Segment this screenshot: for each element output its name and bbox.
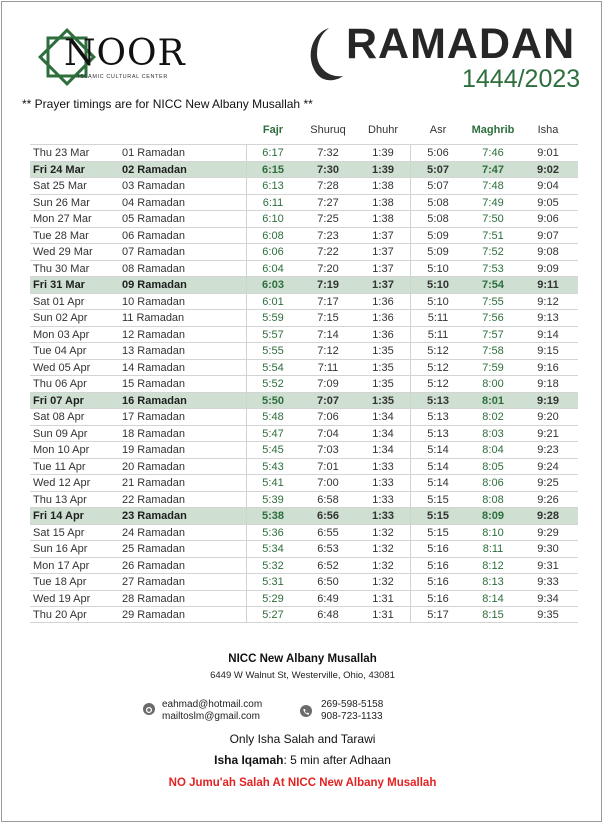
cell-fajr: 5:36: [262, 526, 284, 539]
cell-fajr: 5:47: [262, 427, 284, 440]
cell-shuruq: 7:30: [316, 163, 340, 176]
cell-shuruq: 7:09: [317, 378, 339, 390]
iqamah-note: [0, 753, 605, 767]
cell-date: Thu 13 Apr: [33, 493, 87, 506]
cell-dhuhr: 1:31: [372, 592, 394, 605]
cell-ramadan: 19 Ramadan: [122, 444, 185, 456]
cell-maghrib: 8:11: [482, 543, 504, 555]
cell-maghrib: 7:56: [482, 312, 504, 324]
cell-isha: 9:05: [537, 196, 559, 209]
cell-isha: 9:06: [537, 213, 559, 225]
cell-dhuhr: 1:37: [372, 262, 394, 275]
cell-date: Sun 02 Apr: [33, 312, 88, 324]
cell-shuruq: 6:53: [317, 543, 339, 555]
cell-date: Thu 30 Mar: [33, 262, 90, 275]
cell-shuruq: 7:11: [317, 361, 339, 374]
cell-maghrib: 7:51: [482, 229, 504, 242]
table-row: [30, 243, 578, 260]
table-row: [30, 458, 578, 475]
cell-asr: 5:16: [427, 543, 449, 555]
cell-isha: 9:01: [537, 147, 559, 159]
cell-isha: 9:16: [537, 361, 559, 374]
cell-asr: 5:07: [427, 180, 449, 192]
cell-shuruq: 7:06: [317, 411, 339, 423]
cell-ramadan: 17 Ramadan: [122, 411, 185, 423]
cell-date: Fri 24 Mar: [33, 163, 85, 176]
year-label: 1444/2023: [462, 65, 581, 93]
cell-date: Sat 08 Apr: [33, 411, 85, 423]
cell-shuruq: 6:48: [317, 609, 339, 621]
cell-isha: 9:08: [537, 246, 559, 258]
table-row: [30, 606, 578, 623]
cell-dhuhr: 1:33: [372, 493, 394, 506]
table-row: [30, 210, 578, 227]
cell-fajr: 5:43: [262, 460, 284, 473]
cell-date: Sat 25 Mar: [33, 180, 87, 192]
iqamah-label: Isha Iqamah: [214, 753, 284, 767]
cell-maghrib: 8:01: [481, 394, 505, 407]
cell-asr: 5:13: [427, 427, 449, 440]
cell-isha: 9:12: [537, 295, 559, 308]
cell-fajr: 6:08: [262, 229, 284, 242]
cell-maghrib: 8:08: [482, 493, 504, 506]
cell-asr: 5:16: [427, 576, 449, 588]
cell-date: Tue 11 Apr: [33, 460, 86, 473]
column-header-shuruq: Shuruq: [310, 124, 346, 136]
cell-shuruq: 7:22: [317, 246, 339, 258]
cell-fajr: 6:11: [262, 196, 284, 209]
cell-fajr: 6:17: [262, 147, 284, 159]
cell-dhuhr: 1:35: [372, 345, 394, 357]
cell-isha: 9:21: [537, 427, 559, 440]
table-row: [30, 293, 578, 310]
cell-dhuhr: 1:35: [372, 361, 394, 374]
cell-date: Fri 14 Apr: [33, 510, 84, 522]
cell-fajr: 5:29: [262, 592, 284, 605]
service-note: Only Isha Salah and Tarawi: [229, 732, 376, 746]
cell-asr: 5:13: [426, 394, 450, 407]
column-divider: [246, 144, 247, 623]
cell-asr: 5:10: [427, 262, 449, 275]
cell-date: Tue 28 Mar: [33, 229, 89, 242]
table-row: [30, 177, 578, 194]
cell-ramadan: 25 Ramadan: [122, 543, 185, 555]
cell-ramadan: 01 Ramadan: [122, 147, 185, 159]
cell-ramadan: 10 Ramadan: [122, 295, 185, 308]
cell-date: Thu 23 Mar: [33, 147, 90, 159]
cell-fajr: 6:10: [262, 213, 284, 225]
cell-fajr: 6:13: [262, 180, 284, 192]
cell-asr: 5:16: [427, 592, 449, 605]
at-icon: [143, 703, 155, 715]
cell-fajr: 5:34: [262, 543, 284, 555]
cell-dhuhr: 1:33: [372, 477, 394, 489]
cell-maghrib: 8:13: [482, 576, 504, 588]
table-row: [30, 144, 578, 161]
cell-maghrib: 8:14: [482, 592, 504, 605]
cell-ramadan: 22 Ramadan: [122, 493, 185, 506]
cell-isha: 9:07: [537, 229, 559, 242]
cell-dhuhr: 1:35: [372, 378, 394, 390]
cell-maghrib: 7:46: [482, 147, 504, 159]
contact-email[interactable]: mailtoslm@gmail.com: [162, 711, 260, 722]
logo-word: NOOR: [64, 33, 186, 74]
table-header: [30, 120, 578, 144]
column-divider: [410, 144, 411, 623]
cell-dhuhr: 1:32: [372, 526, 394, 539]
table-row: [30, 194, 578, 211]
cell-shuruq: 6:56: [316, 510, 340, 522]
phone-icon: [300, 705, 312, 717]
cell-ramadan: 04 Ramadan: [122, 196, 185, 209]
cell-isha: 9:35: [537, 609, 559, 621]
cell-date: Tue 18 Apr: [33, 576, 87, 588]
cell-date: Wed 19 Apr: [33, 592, 91, 605]
cell-dhuhr: 1:38: [372, 180, 394, 192]
contact-email[interactable]: eahmad@hotmail.com: [162, 699, 263, 710]
table-row: [30, 392, 578, 409]
cell-fajr: 5:48: [262, 411, 284, 423]
table-row: [30, 590, 578, 607]
cell-maghrib: 8:02: [482, 411, 504, 423]
cell-isha: 9:09: [537, 262, 559, 275]
cell-dhuhr: 1:33: [371, 510, 395, 522]
cell-maghrib: 8:06: [482, 477, 504, 489]
cell-dhuhr: 1:34: [372, 411, 394, 423]
cell-fajr: 6:15: [261, 163, 285, 176]
column-header-asr: Asr: [429, 124, 447, 136]
cell-dhuhr: 1:36: [372, 328, 394, 341]
table-row: [30, 540, 578, 557]
cell-dhuhr: 1:32: [372, 543, 394, 555]
cell-fajr: 5:31: [262, 576, 284, 588]
cell-asr: 5:15: [427, 526, 449, 539]
cell-asr: 5:09: [427, 229, 449, 242]
cell-shuruq: 7:01: [317, 460, 339, 473]
cell-asr: 5:09: [427, 246, 449, 258]
cell-dhuhr: 1:36: [372, 295, 394, 308]
organization-name: NICC New Albany Musallah: [228, 653, 377, 665]
cell-dhuhr: 1:39: [372, 147, 394, 159]
cell-date: Mon 10 Apr: [33, 444, 90, 456]
cell-ramadan: 24 Ramadan: [122, 526, 185, 539]
cell-ramadan: 15 Ramadan: [122, 378, 185, 390]
no-jumuah-warning: NO Jumu'ah Salah At NICC New Albany Musallah: [168, 777, 437, 789]
cell-maghrib: 7:59: [482, 361, 504, 374]
cell-ramadan: 09 Ramadan: [122, 279, 187, 291]
cell-ramadan: 02 Ramadan: [122, 163, 187, 176]
cell-date: Mon 27 Mar: [33, 213, 92, 225]
cell-isha: 9:25: [537, 477, 559, 489]
table-row: [30, 342, 578, 359]
cell-ramadan: 08 Ramadan: [122, 262, 185, 275]
column-header-dhuhr: Dhuhr: [368, 124, 398, 136]
table-row: [30, 557, 578, 574]
cell-maghrib: 7:50: [482, 213, 504, 225]
cell-dhuhr: 1:34: [372, 427, 394, 440]
cell-ramadan: 26 Ramadan: [122, 559, 185, 572]
cell-maghrib: 8:00: [482, 378, 504, 390]
cell-maghrib: 7:55: [482, 295, 504, 308]
cell-date: Thu 20 Apr: [33, 609, 87, 621]
cell-shuruq: 7:00: [317, 477, 339, 489]
cell-ramadan: 13 Ramadan: [122, 345, 185, 357]
cell-maghrib: 7:57: [482, 328, 504, 341]
cell-dhuhr: 1:32: [372, 559, 394, 572]
table-row: [30, 441, 578, 458]
cell-maghrib: 8:05: [482, 460, 504, 473]
cell-ramadan: 12 Ramadan: [122, 328, 185, 341]
cell-date: Wed 05 Apr: [33, 361, 91, 374]
cell-fajr: 5:55: [262, 345, 284, 357]
cell-shuruq: 6:55: [317, 526, 339, 539]
cell-shuruq: 6:49: [317, 592, 339, 605]
cell-fajr: 5:54: [262, 361, 284, 374]
cell-dhuhr: 1:34: [372, 444, 394, 456]
cell-dhuhr: 1:33: [372, 460, 394, 473]
cell-maghrib: 8:03: [482, 427, 504, 440]
cell-asr: 5:11: [427, 328, 449, 341]
table-row: [30, 326, 578, 343]
cell-asr: 5:08: [427, 196, 449, 209]
cell-maghrib: 8:15: [482, 609, 504, 621]
cell-fajr: 5:39: [262, 493, 284, 506]
cell-date: Wed 12 Apr: [33, 477, 91, 489]
cell-dhuhr: 1:38: [372, 213, 394, 225]
cell-fajr: 5:59: [262, 312, 284, 324]
cell-shuruq: 7:27: [317, 196, 339, 209]
cell-date: Sat 15 Apr: [33, 526, 85, 539]
cell-ramadan: 27 Ramadan: [122, 576, 185, 588]
cell-asr: 5:16: [427, 559, 449, 572]
table-row: [30, 573, 578, 590]
cell-fajr: 5:41: [262, 477, 284, 489]
cell-maghrib: 8:09: [481, 510, 505, 522]
column-header-fajr: Fajr: [262, 124, 284, 136]
cell-asr: 5:12: [427, 378, 449, 390]
organization-address: 6449 W Walnut St, Westerville, Ohio, 43081: [210, 670, 395, 681]
cell-asr: 5:15: [427, 493, 449, 506]
cell-isha: 9:30: [537, 543, 559, 555]
cell-isha: 9:18: [537, 378, 559, 390]
table-row: [30, 227, 578, 244]
cell-maghrib: 7:52: [482, 246, 504, 258]
table-row: [30, 161, 578, 178]
page-title: RAMADAN: [346, 20, 576, 68]
cell-asr: 5:12: [427, 345, 449, 357]
table-row: [30, 375, 578, 392]
cell-dhuhr: 1:31: [372, 609, 394, 621]
cell-shuruq: 7:12: [317, 345, 339, 357]
cell-date: Sun 16 Apr: [33, 543, 88, 555]
cell-ramadan: 23 Ramadan: [122, 510, 187, 522]
cell-isha: 9:26: [537, 493, 559, 506]
cell-isha: 9:34: [537, 592, 559, 605]
contact-phone[interactable]: 269-598-5158: [321, 699, 384, 710]
column-header-isha: Isha: [537, 124, 559, 136]
cell-shuruq: 6:50: [317, 576, 339, 588]
cell-ramadan: 06 Ramadan: [122, 229, 185, 242]
cell-isha: 9:29: [537, 526, 559, 539]
cell-ramadan: 16 Ramadan: [122, 394, 187, 407]
prayer-timetable: [30, 120, 578, 623]
table-row: [30, 474, 578, 491]
cell-date: Sun 26 Mar: [33, 196, 90, 209]
cell-isha: 9:14: [537, 328, 559, 341]
cell-shuruq: 7:17: [317, 295, 339, 308]
cell-isha: 9:28: [536, 510, 560, 522]
cell-asr: 5:11: [427, 312, 449, 324]
cell-ramadan: 20 Ramadan: [122, 460, 185, 473]
table-row: [30, 507, 578, 524]
cell-date: Thu 06 Apr: [33, 378, 87, 390]
cell-dhuhr: 1:37: [372, 229, 394, 242]
timings-notice: ** Prayer timings are for NICC New Albany Musallah **: [22, 97, 313, 111]
crescent-calligraphy-icon: [303, 24, 345, 84]
cell-maghrib: 8:12: [482, 559, 504, 572]
cell-isha: 9:19: [536, 394, 560, 407]
cell-asr: 5:14: [427, 444, 449, 456]
cell-isha: 9:24: [537, 460, 559, 473]
cell-shuruq: 7:03: [317, 444, 339, 456]
cell-ramadan: 07 Ramadan: [122, 246, 185, 258]
cell-asr: 5:10: [426, 279, 450, 291]
cell-fajr: 6:04: [262, 262, 284, 275]
cell-asr: 5:12: [427, 361, 449, 374]
cell-shuruq: 7:14: [317, 328, 339, 341]
cell-dhuhr: 1:37: [371, 279, 395, 291]
noor-logo: [36, 26, 186, 86]
table-row: [30, 359, 578, 376]
cell-ramadan: 28 Ramadan: [122, 592, 185, 605]
cell-isha: 9:02: [536, 163, 560, 176]
cell-dhuhr: 1:36: [372, 312, 394, 324]
table-row: [30, 425, 578, 442]
cell-ramadan: 14 Ramadan: [122, 361, 185, 374]
cell-isha: 9:23: [537, 444, 559, 456]
cell-shuruq: 7:15: [317, 312, 339, 324]
cell-dhuhr: 1:35: [371, 394, 395, 407]
iqamah-text: : 5 min after Adhaan: [283, 753, 391, 767]
cell-date: Fri 31 Mar: [33, 279, 85, 291]
cell-date: Wed 29 Mar: [33, 246, 93, 258]
cell-isha: 9:33: [537, 576, 559, 588]
cell-maghrib: 7:47: [481, 163, 505, 176]
table-row: [30, 309, 578, 326]
cell-maghrib: 7:54: [481, 279, 505, 291]
logo-subtitle: ISLAMIC CULTURAL CENTER: [78, 74, 168, 80]
cell-maghrib: 7:58: [482, 345, 504, 357]
cell-ramadan: 03 Ramadan: [122, 180, 185, 192]
cell-maghrib: 7:49: [482, 196, 504, 209]
cell-date: Fri 07 Apr: [33, 394, 84, 407]
cell-date: Sun 09 Apr: [33, 427, 88, 440]
table-row: [30, 524, 578, 541]
cell-maghrib: 8:04: [482, 444, 504, 456]
cell-shuruq: 7:04: [317, 427, 339, 440]
cell-asr: 5:17: [427, 609, 449, 621]
cell-shuruq: 7:19: [316, 279, 340, 291]
cell-ramadan: 29 Ramadan: [122, 609, 185, 621]
cell-asr: 5:06: [427, 147, 449, 159]
cell-asr: 5:15: [426, 510, 450, 522]
table-row: [30, 408, 578, 425]
cell-fajr: 5:32: [262, 559, 284, 572]
cell-asr: 5:08: [427, 213, 449, 225]
cell-shuruq: 7:25: [317, 213, 339, 225]
cell-shuruq: 7:20: [317, 262, 339, 275]
cell-shuruq: 7:23: [317, 229, 339, 242]
cell-fajr: 5:50: [261, 394, 285, 407]
cell-shuruq: 7:07: [316, 394, 340, 407]
cell-date: Sat 01 Apr: [33, 295, 85, 308]
cell-fajr: 6:03: [261, 279, 285, 291]
cell-fajr: 5:38: [261, 510, 285, 522]
cell-dhuhr: 1:39: [371, 163, 395, 176]
cell-ramadan: 05 Ramadan: [122, 213, 185, 225]
cell-fajr: 6:01: [262, 295, 284, 308]
cell-fajr: 5:57: [262, 328, 284, 341]
cell-ramadan: 18 Ramadan: [122, 427, 185, 440]
cell-isha: 9:20: [537, 411, 559, 423]
cell-isha: 9:13: [537, 312, 559, 324]
contact-phone[interactable]: 908-723-1133: [321, 711, 383, 722]
cell-asr: 5:14: [427, 460, 449, 473]
cell-fajr: 5:52: [262, 378, 284, 390]
table-row: [30, 491, 578, 508]
cell-isha: 9:04: [537, 180, 559, 192]
cell-asr: 5:07: [426, 163, 450, 176]
cell-maghrib: 7:53: [482, 262, 504, 275]
cell-shuruq: 6:58: [317, 493, 339, 506]
cell-date: Mon 17 Apr: [33, 559, 90, 572]
cell-fajr: 6:06: [262, 246, 284, 258]
cell-asr: 5:14: [427, 477, 449, 489]
cell-asr: 5:13: [427, 411, 449, 423]
cell-dhuhr: 1:37: [372, 246, 394, 258]
table-row: [30, 276, 578, 293]
cell-isha: 9:15: [537, 345, 559, 357]
cell-dhuhr: 1:38: [372, 196, 394, 209]
cell-ramadan: 21 Ramadan: [122, 477, 185, 489]
cell-maghrib: 7:48: [482, 180, 504, 192]
cell-fajr: 5:45: [262, 444, 284, 456]
cell-date: Tue 04 Apr: [33, 345, 87, 357]
cell-maghrib: 8:10: [482, 526, 504, 539]
cell-shuruq: 7:28: [317, 180, 339, 192]
table-row: [30, 260, 578, 277]
cell-fajr: 5:27: [262, 609, 284, 621]
table-body: [30, 144, 578, 623]
cell-date: Mon 03 Apr: [33, 328, 90, 341]
column-header-maghrib: Maghrib: [471, 124, 515, 136]
cell-ramadan: 11 Ramadan: [122, 312, 185, 324]
cell-isha: 9:11: [537, 279, 559, 291]
cell-dhuhr: 1:32: [372, 576, 394, 588]
cell-asr: 5:10: [427, 295, 449, 308]
cell-shuruq: 7:32: [317, 147, 339, 159]
cell-shuruq: 6:52: [317, 559, 339, 572]
cell-isha: 9:31: [537, 559, 559, 572]
